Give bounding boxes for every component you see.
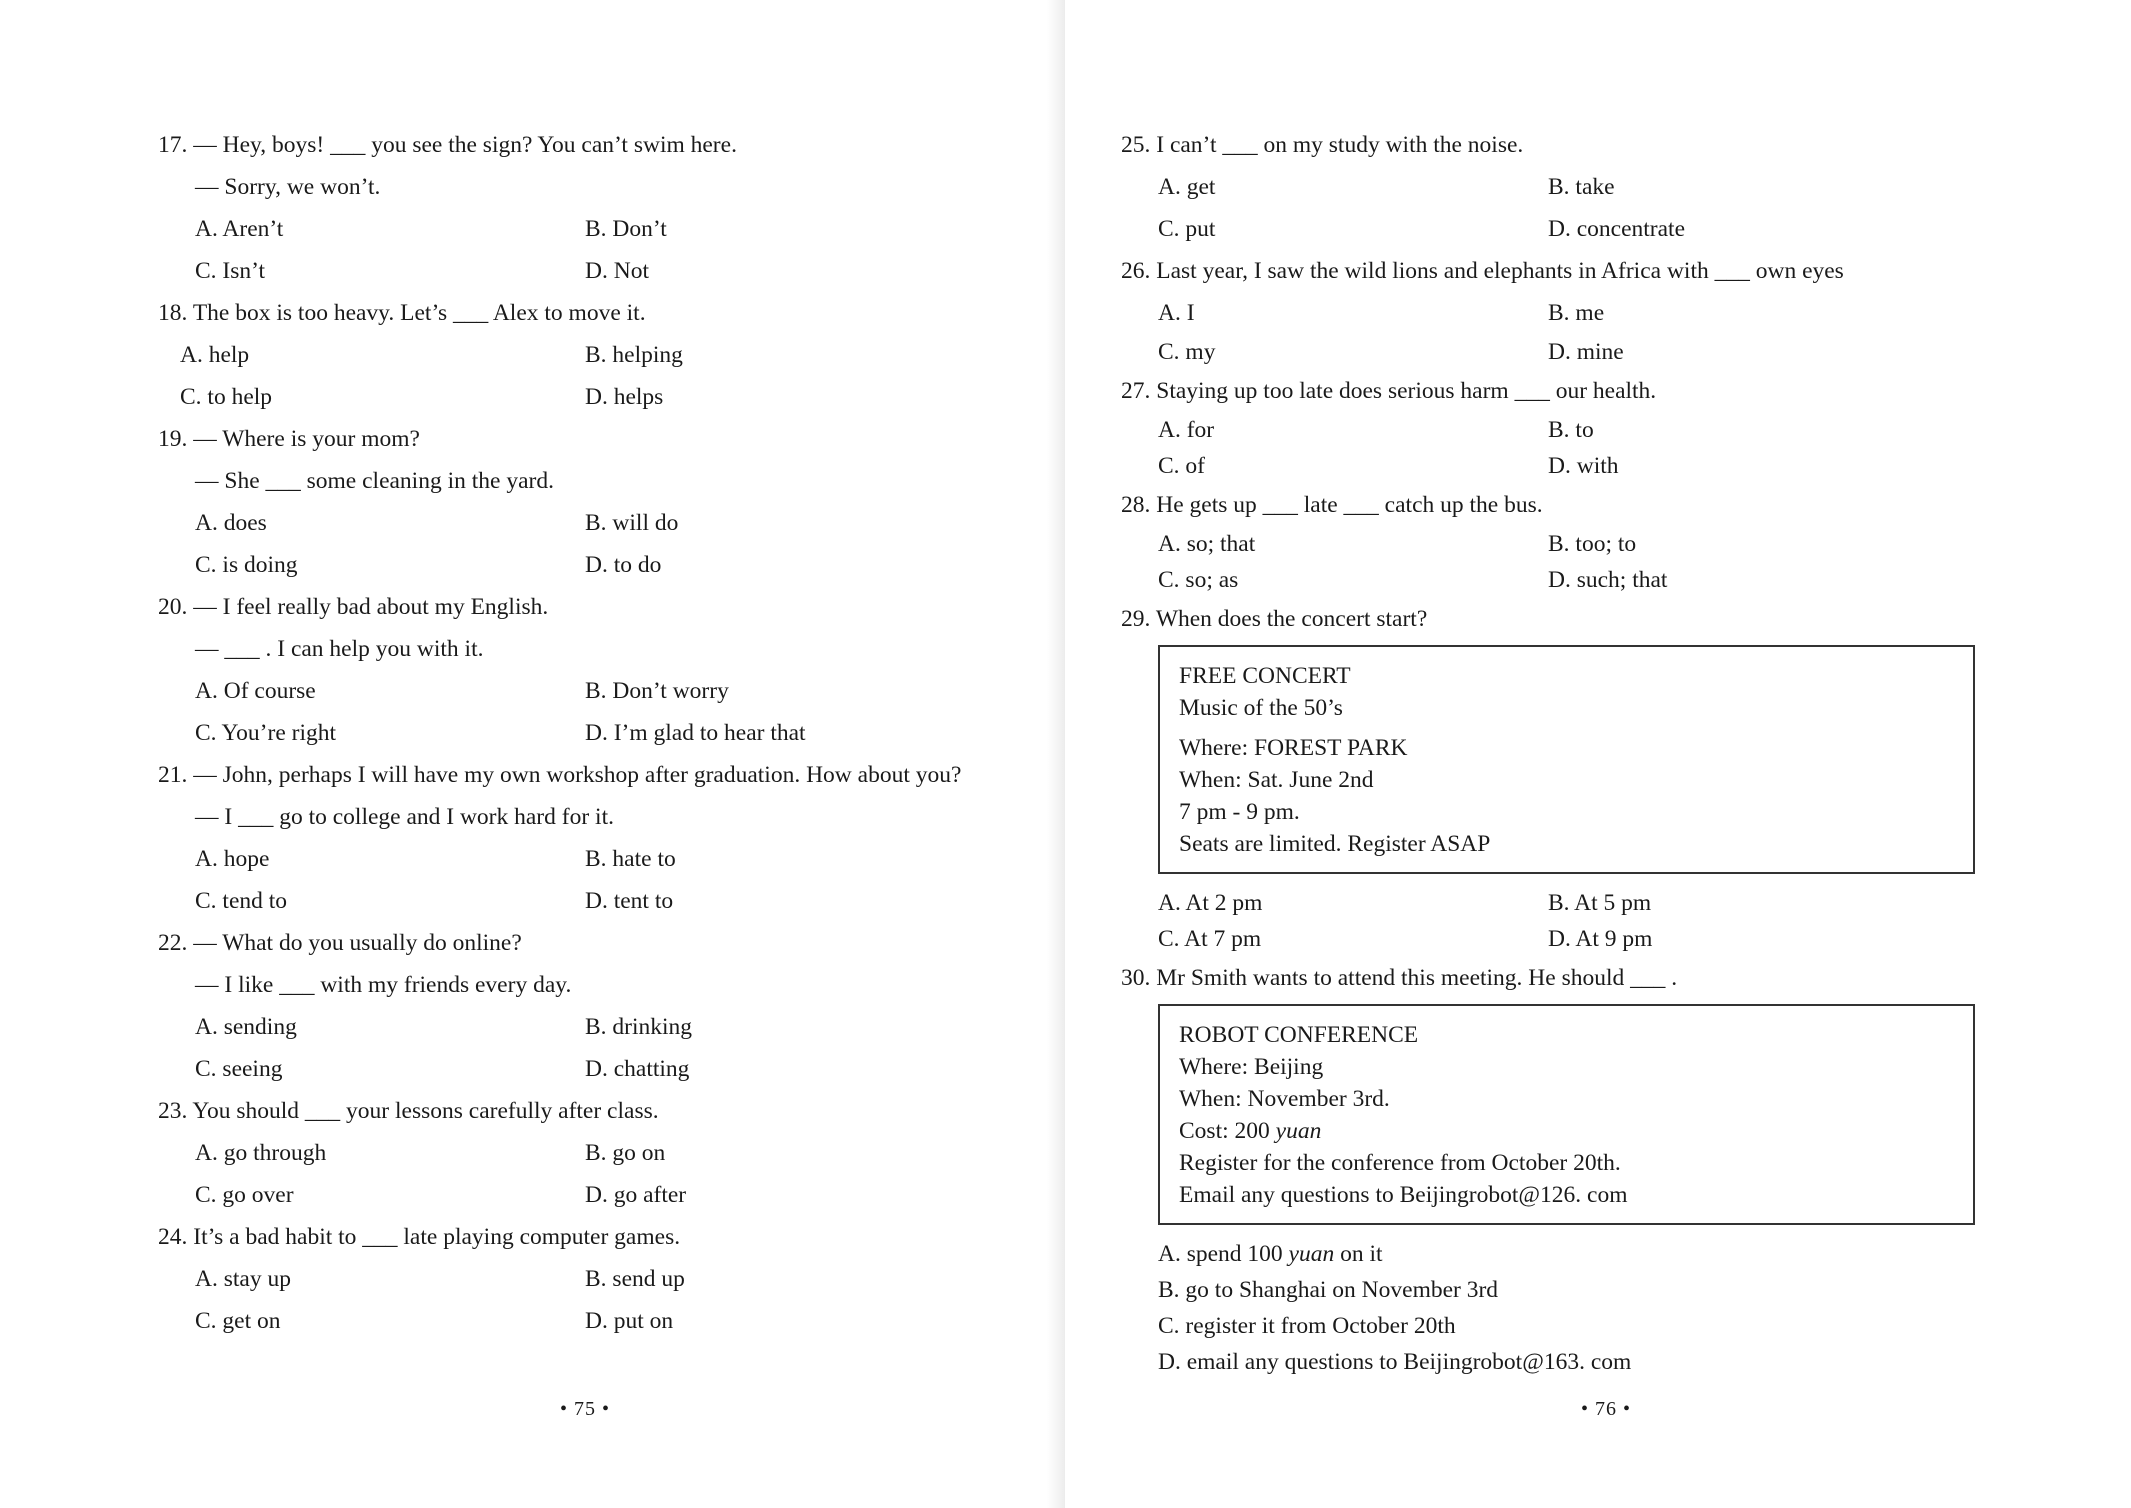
left-page — [0, 0, 1065, 1508]
option-b: B. too; to — [1548, 531, 1637, 557]
option-d: D. I’m glad to hear that — [585, 720, 806, 746]
question-stem: 17. — Hey, boys! ___ you see the sign? You can’t swim here. — [158, 132, 737, 158]
question-stem: 21. — John, perhaps I will have my own workshop after graduation. How about you? — [158, 762, 962, 788]
question-reply: — She ___ some cleaning in the yard. — [195, 468, 554, 494]
option-a: A. hope — [195, 846, 270, 872]
option-b: B. me — [1548, 300, 1605, 326]
option-c: C. You’re right — [195, 720, 337, 746]
option-d: D. tent to — [585, 888, 674, 914]
option-a: A. Of course — [195, 678, 316, 704]
question-26 — [1121, 250, 2051, 370]
question-stem: 19. — Where is your mom? — [158, 426, 420, 452]
page-spine-shadow — [1047, 0, 1065, 1508]
concert-notice — [1158, 645, 1975, 874]
question-stem: 24. It’s a bad habit to ___ late playing computer games. — [158, 1224, 681, 1250]
notice-when: When: Sat. June 2nd — [1179, 767, 1374, 793]
page-number: • 76 • — [1580, 1398, 1631, 1420]
question-20 — [158, 586, 1018, 754]
notice-where: Where: FOREST PARK — [1179, 735, 1408, 761]
option-c: C. my — [1158, 339, 1216, 365]
option-b: B. will do — [585, 510, 679, 536]
question-stem: 23. You should ___ your lessons carefully after class. — [158, 1098, 659, 1124]
left-question-column — [158, 124, 1018, 1342]
option-b: B. helping — [585, 342, 683, 368]
notice-register: Register for the conference from October 20th. — [1179, 1150, 1621, 1176]
question-stem: 28. He gets up ___ late ___ catch up the bus. — [1121, 492, 1543, 518]
option-d: D. mine — [1548, 339, 1624, 365]
option-a: A. for — [1158, 417, 1215, 443]
option-c: C. register it from October 20th — [1158, 1313, 1456, 1339]
notice-when: When: November 3rd. — [1179, 1086, 1390, 1112]
option-d: D. such; that — [1548, 567, 1668, 593]
page-number: • 75 • — [559, 1398, 610, 1420]
option-a: A. At 2 pm — [1158, 890, 1263, 916]
option-b: B. Don’t worry — [585, 678, 729, 704]
option-d: D. chatting — [585, 1056, 690, 1082]
question-stem: 26. Last year, I saw the wild lions and elephants in Africa with ___ own eyes — [1121, 258, 1844, 284]
question-29 — [1121, 598, 2051, 957]
notice-subtitle: Music of the 50’s — [1179, 695, 1343, 721]
question-22 — [158, 922, 1018, 1090]
option-c: C. to help — [180, 384, 273, 410]
question-stem: 18. The box is too heavy. Let’s ___ Alex to move it. — [158, 300, 646, 326]
option-a — [1121, 1236, 2051, 1272]
notice-email: Email any questions to Beijingrobot@126. com — [1179, 1182, 1628, 1208]
notice-title: FREE CONCERT — [1179, 663, 1351, 689]
question-stem: 22. — What do you usually do online? — [158, 930, 522, 956]
question-21 — [158, 754, 1018, 922]
question-24 — [158, 1216, 1018, 1342]
option-d: D. go after — [585, 1182, 687, 1208]
option-a-tail: on it — [1334, 1241, 1383, 1267]
option-a: A. so; that — [1158, 531, 1256, 557]
question-reply: — ___ . I can help you with it. — [195, 636, 484, 662]
question-reply: — I ___ go to college and I work hard for it. — [195, 804, 614, 830]
question-18 — [158, 292, 1018, 418]
option-c: C. so; as — [1158, 567, 1239, 593]
option-c: C. of — [1158, 453, 1205, 479]
question-17 — [158, 124, 1018, 292]
option-d: D. At 9 pm — [1548, 926, 1653, 952]
option-c: C. is doing — [195, 552, 298, 578]
question-stem: 20. — I feel really bad about my English. — [158, 594, 549, 620]
option-a: A. help — [180, 342, 250, 368]
question-stem: 27. Staying up too late does serious harm ___ our health. — [1121, 378, 1657, 404]
option-c: C. Isn’t — [195, 258, 266, 284]
option-b: B. drinking — [585, 1014, 693, 1040]
question-25 — [1121, 124, 2051, 250]
option-b: B. At 5 pm — [1548, 890, 1652, 916]
option-a-unit: yuan — [1288, 1241, 1335, 1267]
robot-conference-notice — [1158, 1004, 1975, 1225]
option-a: A. get — [1158, 174, 1216, 200]
option-c: C. At 7 pm — [1158, 926, 1262, 952]
notice-time: 7 pm - 9 pm. — [1179, 799, 1300, 825]
question-stem: 29. When does the concert start? — [1121, 606, 1428, 632]
notice-cost-label: Cost: 200 — [1179, 1118, 1276, 1144]
right-page — [1065, 0, 2131, 1508]
question-stem: 25. I can’t ___ on my study with the noise. — [1121, 132, 1524, 158]
option-c: C. put — [1158, 216, 1216, 242]
question-19 — [158, 418, 1018, 586]
option-c: C. go over — [195, 1182, 294, 1208]
option-a: A. Aren’t — [195, 216, 284, 242]
question-30 — [1121, 957, 2051, 1380]
option-a: A. I — [1158, 300, 1195, 326]
option-a-text: A. spend 100 — [1158, 1241, 1289, 1267]
question-stem: 30. Mr Smith wants to attend this meeting. He should ___ . — [1121, 965, 1678, 991]
option-a: A. sending — [195, 1014, 297, 1040]
option-c: C. tend to — [195, 888, 288, 914]
option-d: D. Not — [585, 258, 649, 284]
option-d: D. put on — [585, 1308, 674, 1334]
notice-cost-unit: yuan — [1275, 1118, 1322, 1144]
option-d: D. to do — [585, 552, 662, 578]
option-c: C. seeing — [195, 1056, 283, 1082]
option-b: B. hate to — [585, 846, 676, 872]
question-27 — [1121, 370, 2051, 484]
notice-cost — [1179, 1115, 1973, 1147]
option-b: B. Don’t — [585, 216, 667, 242]
option-a: A. does — [195, 510, 267, 536]
question-28 — [1121, 484, 2051, 598]
option-d: D. concentrate — [1548, 216, 1686, 242]
option-d: D. with — [1548, 453, 1619, 479]
option-b: B. take — [1548, 174, 1615, 200]
option-d: D. helps — [585, 384, 664, 410]
notice-title: ROBOT CONFERENCE — [1179, 1022, 1419, 1048]
option-c: C. get on — [195, 1308, 281, 1334]
question-23 — [158, 1090, 1018, 1216]
question-reply: — Sorry, we won’t. — [195, 174, 381, 200]
question-reply: — I like ___ with my friends every day. — [195, 972, 572, 998]
notice-note: Seats are limited. Register ASAP — [1179, 831, 1491, 857]
option-b: B. go to Shanghai on November 3rd — [1158, 1277, 1499, 1303]
option-a: A. go through — [195, 1140, 327, 1166]
option-b: B. go on — [585, 1140, 666, 1166]
option-a: A. stay up — [195, 1266, 291, 1292]
notice-where: Where: Beijing — [1179, 1054, 1324, 1080]
option-b: B. send up — [585, 1266, 685, 1292]
option-d: D. email any questions to Beijingrobot@163. com — [1158, 1349, 1632, 1375]
right-question-column — [1121, 124, 2051, 1380]
option-b: B. to — [1548, 417, 1594, 443]
